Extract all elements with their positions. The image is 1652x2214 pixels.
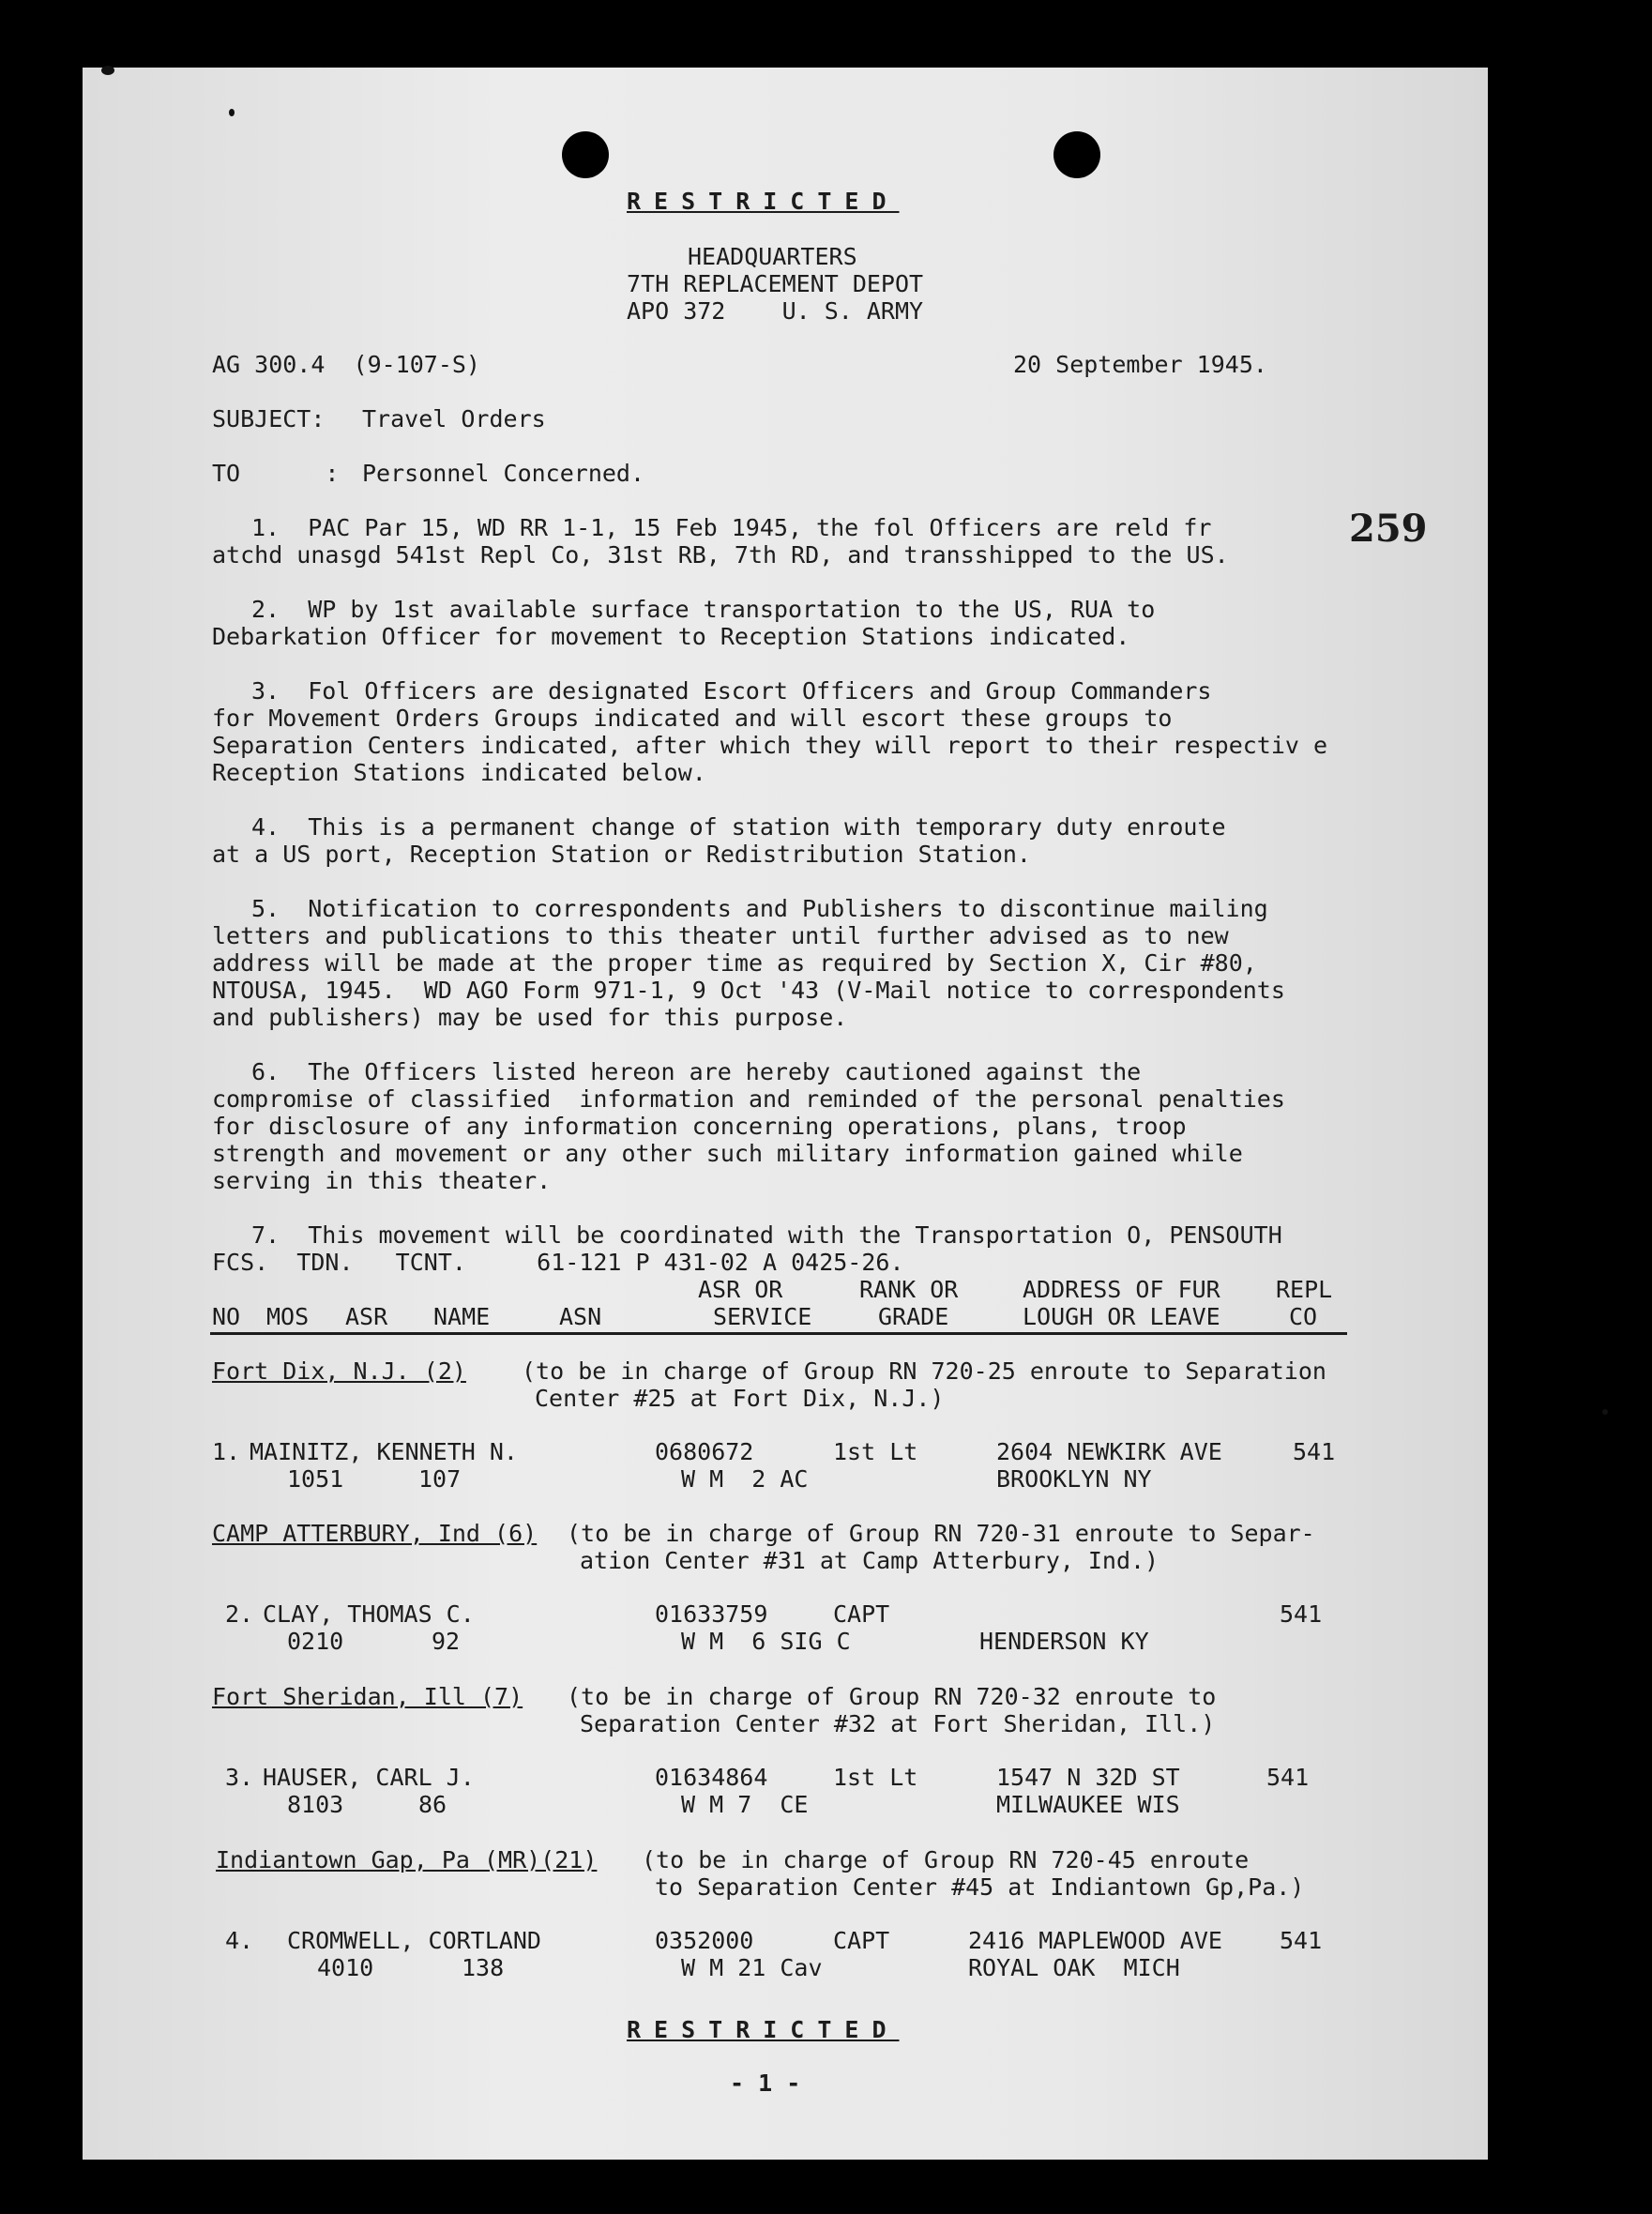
document-page <box>83 68 1488 2160</box>
paragraph-line: atchd unasgd 541st Repl Co, 31st RB, 7th RD, and transshipped to the US. <box>212 541 1229 569</box>
to-value: Personnel Concerned. <box>362 460 645 487</box>
paragraph-line: Separation Centers indicated, after which they will report to their respectiv e <box>212 732 1328 759</box>
entry-number: 2. <box>225 1600 254 1628</box>
entry-name: HAUSER, CARL J. <box>263 1764 475 1791</box>
punch-hole-left <box>562 131 609 178</box>
entry-repl-co: 541 <box>1266 1764 1310 1791</box>
punch-hole-right <box>1053 131 1100 178</box>
paragraph-line: 2. WP by 1st available surface transportation to the US, RUA to <box>251 596 1156 623</box>
paragraph-line: Reception Stations indicated below. <box>212 759 706 786</box>
entry-service: W M 7 CE <box>681 1791 809 1818</box>
entry-repl-co: 541 <box>1280 1927 1323 1954</box>
entry-number: 3. <box>225 1764 254 1791</box>
subject-label: SUBJECT: <box>212 405 326 432</box>
group-desc-line: to Separation Center #45 at Indiantown Gp,Pa.) <box>655 1873 1305 1901</box>
group-location: Fort Dix, N.J. (2) <box>212 1357 466 1385</box>
group-location: CAMP ATTERBURY, Ind (6) <box>212 1520 538 1547</box>
entry-grade: CAPT <box>833 1927 890 1954</box>
group-desc-line: Center #25 at Fort Dix, N.J.) <box>535 1385 945 1412</box>
entry-grade: 1st Lt <box>833 1438 918 1465</box>
paragraph-line: Debarkation Officer for movement to Reception Stations indicated. <box>212 623 1130 650</box>
header-rule <box>210 1332 1347 1335</box>
classification-footer: RESTRICTED <box>627 2016 900 2043</box>
entry-asn: 01633759 <box>655 1600 768 1628</box>
group-desc-line: (to be in charge of Group RN 720-32 enroute to <box>567 1683 1217 1710</box>
entry-name: CLAY, THOMAS C. <box>263 1600 475 1628</box>
header-rank-or: RANK OR <box>859 1276 959 1303</box>
entry-asr: 92 <box>432 1628 461 1655</box>
group-desc-line: (to be in charge of Group RN 720-25 enroute to Separation <box>522 1357 1326 1385</box>
entry-mos: 4010 <box>317 1954 374 1981</box>
subject-value: Travel Orders <box>362 405 546 432</box>
ink-speck <box>101 66 114 75</box>
page-number: - 1 - <box>730 2070 801 2097</box>
paragraph-line: 4. This is a permanent change of station with temporary duty enroute <box>251 813 1226 841</box>
entry-city: HENDERSON KY <box>979 1628 1149 1655</box>
file-reference: AG 300.4 (9-107-S) <box>212 351 480 378</box>
paragraph-line: at a US port, Reception Station or Redistribution Station. <box>212 841 1031 868</box>
paragraph-line: for Movement Orders Groups indicated and will escort these groups to <box>212 705 1173 732</box>
entry-grade: CAPT <box>833 1600 890 1628</box>
ink-speck <box>229 109 235 116</box>
paragraph-line: compromise of classified information and reminded of the personal penalties <box>212 1085 1285 1113</box>
paragraph-line: 5. Notification to correspondents and Publishers to discontinue mailing <box>251 895 1268 922</box>
header-repl: REPL <box>1276 1276 1333 1303</box>
margin-number: 259 <box>1349 507 1428 551</box>
entry-mos: 8103 <box>287 1791 344 1818</box>
entry-asr: 86 <box>418 1791 447 1818</box>
header-asn: ASN <box>559 1303 602 1330</box>
paragraph-line: 1. PAC Par 15, WD RR 1-1, 15 Feb 1945, the fol Officers are reld fr <box>251 514 1212 541</box>
entry-name: CROMWELL, CORTLAND <box>287 1927 541 1954</box>
org-line-3: APO 372 U. S. ARMY <box>627 297 924 325</box>
entry-mos: 1051 <box>287 1465 344 1493</box>
classification-header: RESTRICTED <box>627 188 900 215</box>
paragraph-line: 3. Fol Officers are designated Escort Officers and Group Commanders <box>251 677 1212 705</box>
header-name: NAME <box>433 1303 491 1330</box>
entry-asn: 01634864 <box>655 1764 768 1791</box>
entry-address: 2604 NEWKIRK AVE <box>996 1438 1222 1465</box>
entry-city: MILWAUKEE WIS <box>996 1791 1180 1818</box>
entry-repl-co: 541 <box>1280 1600 1323 1628</box>
entry-city: BROOKLYN NY <box>996 1465 1152 1493</box>
group-location: Fort Sheridan, Ill (7) <box>212 1683 523 1710</box>
header-address: ADDRESS OF FUR <box>1023 1276 1220 1303</box>
paragraph-line: and publishers) may be used for this purpose. <box>212 1004 848 1031</box>
group-desc-line: ation Center #31 at Camp Atterbury, Ind.) <box>580 1547 1159 1574</box>
entry-city: ROYAL OAK MICH <box>968 1954 1180 1981</box>
header-co: CO <box>1289 1303 1318 1330</box>
paragraph-line: FCS. TDN. TCNT. 61-121 P 431-02 A 0425-26. <box>212 1249 904 1276</box>
group-desc-line: Separation Center #32 at Fort Sheridan, Ill.) <box>580 1710 1216 1737</box>
header-service: SERVICE <box>713 1303 812 1330</box>
entry-service: W M 21 Cav <box>681 1954 823 1981</box>
entry-asr: 138 <box>462 1954 505 1981</box>
header-asr-or: ASR OR <box>698 1276 783 1303</box>
entry-number: 1. <box>212 1438 241 1465</box>
entry-mos: 0210 <box>287 1628 344 1655</box>
entry-service: W M 2 AC <box>681 1465 809 1493</box>
document-date: 20 September 1945. <box>1013 351 1267 378</box>
org-line-1: HEADQUARTERS <box>688 243 857 270</box>
entry-number: 4. <box>225 1927 254 1954</box>
entry-address: 1547 N 32D ST <box>996 1764 1180 1791</box>
paragraph-line: address will be made at the proper time as required by Section X, Cir #80, <box>212 949 1257 977</box>
group-desc-line: (to be in charge of Group RN 720-45 enroute <box>642 1846 1250 1873</box>
paragraph-line: for disclosure of any information concerning operations, plans, troop <box>212 1113 1187 1140</box>
ink-speck <box>1602 1409 1608 1415</box>
group-location: Indiantown Gap, Pa (MR)(21) <box>216 1846 598 1873</box>
paragraph-line: NTOUSA, 1945. WD AGO Form 971-1, 9 Oct '43 (V-Mail notice to correspondents <box>212 977 1285 1004</box>
entry-asn: 0680672 <box>655 1438 754 1465</box>
header-lough: LOUGH OR LEAVE <box>1023 1303 1220 1330</box>
entry-name: MAINITZ, KENNETH N. <box>250 1438 518 1465</box>
header-asr: ASR <box>345 1303 388 1330</box>
entry-address: 2416 MAPLEWOOD AVE <box>968 1927 1222 1954</box>
paragraph-line: serving in this theater. <box>212 1167 552 1194</box>
entry-grade: 1st Lt <box>833 1764 918 1791</box>
header-no: NO <box>212 1303 241 1330</box>
entry-service: W M 6 SIG C <box>681 1628 851 1655</box>
paragraph-line: strength and movement or any other such military information gained while <box>212 1140 1243 1167</box>
entry-asn: 0352000 <box>655 1927 754 1954</box>
group-desc-line: (to be in charge of Group RN 720-31 enroute to Separ- <box>567 1520 1315 1547</box>
header-grade: GRADE <box>878 1303 949 1330</box>
header-mos: MOS <box>266 1303 310 1330</box>
paragraph-line: 6. The Officers listed hereon are hereby cautioned against the <box>251 1058 1142 1085</box>
org-line-2: 7TH REPLACEMENT DEPOT <box>627 270 924 297</box>
to-label: TO : <box>212 460 340 487</box>
paragraph-line: 7. This movement will be coordinated with the Transportation O, PENSOUTH <box>251 1221 1282 1249</box>
entry-repl-co: 541 <box>1293 1438 1336 1465</box>
entry-asr: 107 <box>418 1465 462 1493</box>
paragraph-line: letters and publications to this theater until further advised as to new <box>212 922 1229 949</box>
